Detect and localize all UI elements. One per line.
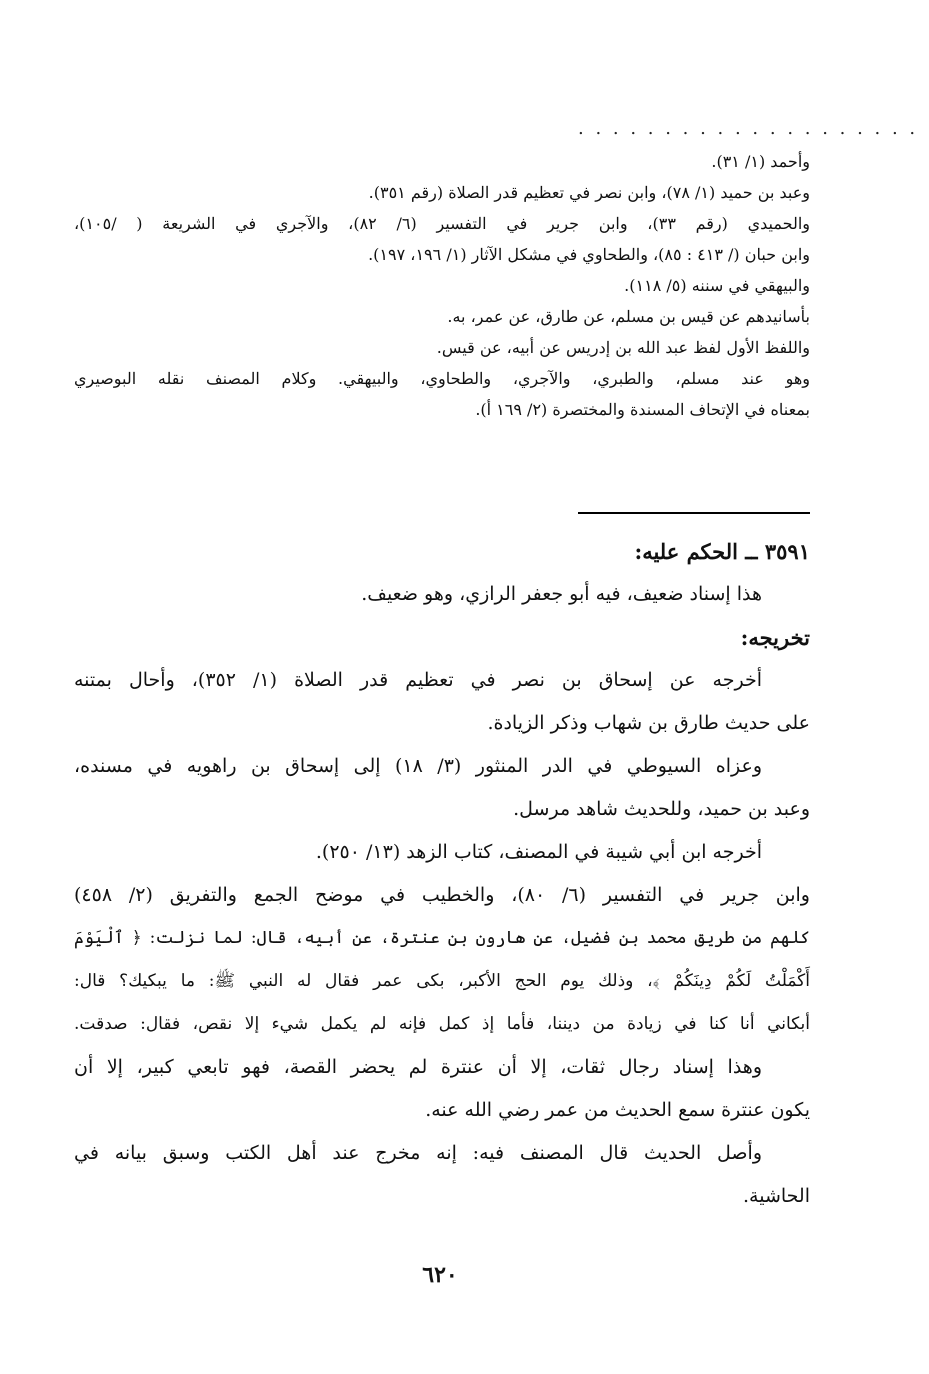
page-number: ٦٢٠ bbox=[422, 1262, 458, 1288]
paragraph-line: أخرجه عن إسحاق بن نصر في تعظيم قدر الصلاة (١/ ٣٥٢)، وأحال بمتنه bbox=[74, 669, 762, 691]
footnote-line: وابن حبان (/ ٤١٣ : ٨٥)، والطحاوي في مشكل الآثار (١/ ١٩٦، ١٩٧). bbox=[368, 245, 810, 264]
paragraph-line: وعبد بن حميد، وللحديث شاهد مرسل. bbox=[513, 798, 810, 820]
paragraph-line: وابن جرير في التفسير (٦/ ٨٠)، والخطيب في موضح الجمع والتفريق (٢/ ٤٥٨) bbox=[74, 884, 810, 906]
footnote-line: وأحمد (١/ ٣١). bbox=[711, 152, 810, 171]
paragraph-line: وأصل الحديث قال المصنف فيه: إنه مخرج عند أهل الكتب وسبق بيانه في bbox=[74, 1142, 762, 1164]
footnote-block bbox=[74, 146, 810, 425]
footnote-line: وهو عند مسلم، والطبري، والآجري، والطحاوي، والبيهقي. وكلام المصنف نقله البوصيري bbox=[74, 369, 810, 388]
paragraph-line: الحاشية. bbox=[742, 1185, 810, 1207]
footnote-line: واللفظ الأول لفظ عبد الله بن إدريس عن أبيه، عن قيس. bbox=[436, 338, 810, 357]
footnote-line: والبيهقي في سننه (٥/ ١١٨). bbox=[624, 276, 810, 295]
footnote-line: بمعناه في الإتحاف المسندة والمختصرة (٢/ ١٦٩ أ). bbox=[475, 400, 810, 419]
footnote-line: وعبد بن حميد (١/ ٧٨)، وابن نصر في تعظيم قدر الصلاة (رقم ٣٥١). bbox=[368, 183, 810, 202]
footnote-separator-dots: . . . . . . . . . . . . . . . . . . . . bbox=[578, 118, 919, 139]
paragraph-line: وعزاه السيوطي في الدر المنثور (٣/ ١٨) إلى إسحاق بن راهويه في مسنده، bbox=[74, 755, 762, 777]
paragraph-line: كلهم من طريق محمد بن فضيل، عن هارون بن عنترة، عن أبيه، قال: لما نزلت: ﴿ ٱلْيَوْمَ bbox=[74, 928, 810, 948]
hukm-heading: ٣٥٩١ ــ الحكم عليه: bbox=[634, 539, 810, 564]
footnote-line: بأسانيدهم عن قيس بن مسلم، عن طارق، عن عمر، به. bbox=[447, 307, 810, 326]
paragraph-line: على حديث طارق بن شهاب وذكر الزيادة. bbox=[487, 712, 810, 734]
paragraph-line: أَكْمَلْتُ لَكُمْ دِينَكُمْ ﴾، وذلك يوم الحج الأكبر، بكى عمر فقال له النبي ﷺ: ما يبكيك؟ قال: bbox=[74, 971, 810, 991]
section-divider bbox=[578, 512, 810, 514]
paragraph-line: يكون عنترة سمع الحديث من عمر رضي الله عنه. bbox=[425, 1099, 810, 1121]
takhrij-heading: تخريجه: bbox=[740, 625, 810, 650]
paragraph-line: أخرجه ابن أبي شيبة في المصنف، كتاب الزهد (١٣/ ٢٥٠). bbox=[315, 841, 762, 863]
main-text bbox=[74, 530, 810, 1218]
footnote-line: والحميدي (رقم ٣٣)، وابن جرير في التفسير (٦/ ٨٢)، والآجري في الشريعة ( /١٠٥)، bbox=[74, 214, 810, 233]
paragraph-line: أبكاني أنا كنا في زيادة من ديننا، فأما إذ كمل فإنه لم يكمل شيء إلا نقص، فقال: صدقت. bbox=[74, 1014, 810, 1034]
paragraph-line: وهذا إسناد رجال ثقات، إلا أن عنترة لم يحضر القصة، فهو تابعي كبير، إلا أن bbox=[74, 1056, 762, 1078]
hukm-text: هذا إسناد ضعيف، فيه أبو جعفر الرازي، وهو ضعيف. bbox=[361, 583, 762, 605]
